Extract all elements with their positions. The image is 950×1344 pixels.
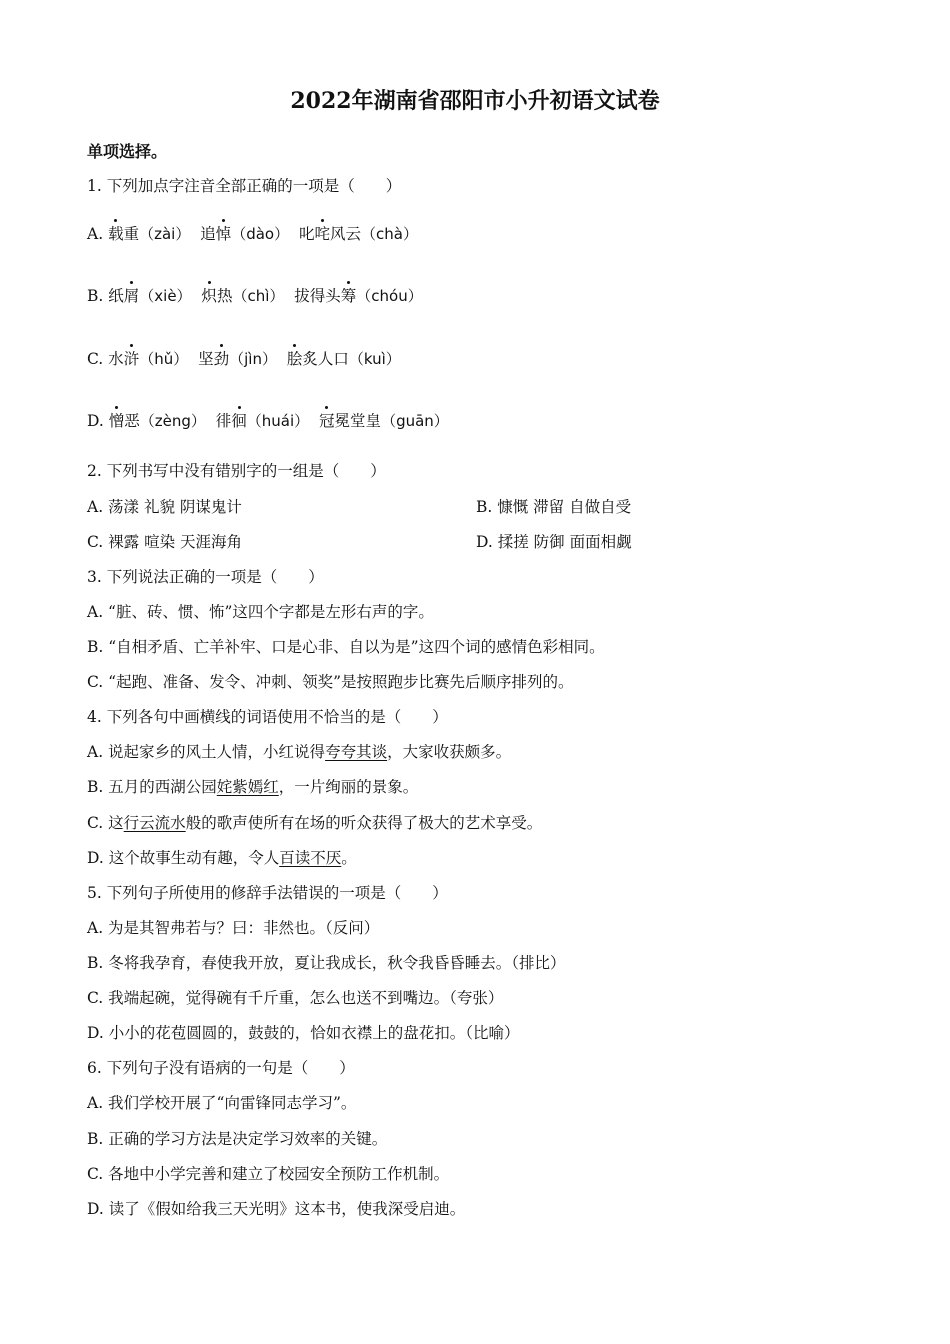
q1-option-c: C. 水浒（hǔ） 坚劲（jìn） 脍炙人口（kuì） bbox=[87, 350, 401, 368]
question-3-stem: 3. 下列说法正确的一项是（ ） bbox=[87, 568, 324, 586]
q2-option-d: D. 揉搓 防御 面面相觑 bbox=[476, 533, 632, 551]
page-title: 2022年湖南省邵阳市小升初语文试卷 bbox=[290, 88, 660, 114]
q3-option-b: B. “自相矛盾、亡羊补牢、口是心非、自以为是”这四个词的感情色彩相同。 bbox=[87, 638, 605, 656]
q5-option-b: B. 冬将我孕育，春使我开放，夏让我成长，秋令我昏昏睡去。（排比） bbox=[87, 954, 566, 972]
underlined-phrase: 姹紫嫣红 bbox=[216, 778, 279, 796]
underlined-phrase: 夸夸其谈 bbox=[325, 743, 388, 761]
dotted-char: 徊 bbox=[231, 412, 247, 430]
dotted-char: 悼 bbox=[215, 225, 232, 243]
section-heading: 单项选择。 bbox=[87, 142, 168, 161]
q1-option-d: D. 憎恶（zèng） 徘徊（huái） 冠冕堂皇（guān） bbox=[87, 412, 449, 430]
q2-option-b: B. 慷慨 滞留 自做自受 bbox=[476, 498, 632, 516]
dotted-char: 筹 bbox=[340, 287, 357, 305]
q5-option-d: D. 小小的花苞圆圆的，鼓鼓的，恰如衣襟上的盘花扣。（比喻） bbox=[87, 1024, 520, 1042]
underlined-phrase: 百读不厌 bbox=[279, 849, 342, 867]
question-4-stem: 4. 下列各句中画横线的词语使用不恰当的是（ ） bbox=[87, 708, 448, 726]
q4-option-b: B. 五月的西湖公园姹紫嫣红，一片绚丽的景象。 bbox=[87, 778, 419, 796]
dotted-char: 浒 bbox=[123, 350, 140, 368]
question-6-stem: 6. 下列句子没有语病的一句是（ ） bbox=[87, 1059, 355, 1077]
q4-option-a: A. 说起家乡的风土人情，小红说得夸夸其谈，大家收获颇多。 bbox=[87, 743, 512, 761]
dotted-char: 劲 bbox=[213, 350, 230, 368]
question-5-stem: 5. 下列句子所使用的修辞手法错误的一项是（ ） bbox=[87, 884, 448, 902]
q4-option-c: C. 这行云流水般的歌声使所有在场的听众获得了极大的艺术享受。 bbox=[87, 814, 543, 832]
underlined-phrase: 行云流水 bbox=[123, 814, 186, 832]
q2-option-a: A. 荡漾 礼貌 阴谋鬼计 bbox=[87, 498, 242, 516]
q2-option-c: C. 裸露 喧染 天涯海角 bbox=[87, 533, 243, 551]
q6-option-d: D. 读了《假如给我三天光明》这本书，使我深受启迪。 bbox=[87, 1200, 466, 1218]
q3-option-a: A. “脏、砖、惯、怖”这四个字都是左形右声的字。 bbox=[87, 603, 434, 621]
q3-option-c: C. “起跑、准备、发令、冲刺、领奖”是按照跑步比赛先后顺序排列的。 bbox=[87, 673, 574, 691]
dotted-char: 脍 bbox=[286, 350, 303, 368]
question-1-stem: 1. 下列加点字注音全部正确的一项是（ ） bbox=[87, 177, 402, 195]
dotted-char: 炽 bbox=[201, 287, 217, 305]
q5-option-a: A. 为是其智弗若与？曰：非然也。（反问） bbox=[87, 919, 380, 937]
q6-option-a: A. 我们学校开展了“向雷锋同志学习”。 bbox=[87, 1094, 357, 1112]
q1-option-a: A. 载重（zài） 追悼（dào） 叱咤风云（chà） bbox=[87, 225, 418, 243]
dotted-char: 冠 bbox=[319, 412, 335, 430]
q6-option-c: C. 各地中小学完善和建立了校园安全预防工作机制。 bbox=[87, 1165, 450, 1183]
dotted-char: 憎 bbox=[108, 412, 125, 430]
q4-option-d: D. 这个故事生动有趣，令人百读不厌。 bbox=[87, 849, 357, 867]
dotted-char: 载 bbox=[108, 225, 124, 243]
q1-option-b: B. 纸屑（xiè） 炽热（chì） 拔得头筹（chóu） bbox=[87, 287, 423, 305]
q5-option-c: C. 我端起碗，觉得碗有千斤重，怎么也送不到嘴边。（夸张） bbox=[87, 989, 504, 1007]
question-2-stem: 2. 下列书写中没有错别字的一组是（ ） bbox=[87, 462, 386, 480]
dotted-char: 屑 bbox=[123, 287, 140, 305]
dotted-char: 咤 bbox=[314, 225, 331, 243]
q6-option-b: B. 正确的学习方法是决定学习效率的关键。 bbox=[87, 1130, 388, 1148]
